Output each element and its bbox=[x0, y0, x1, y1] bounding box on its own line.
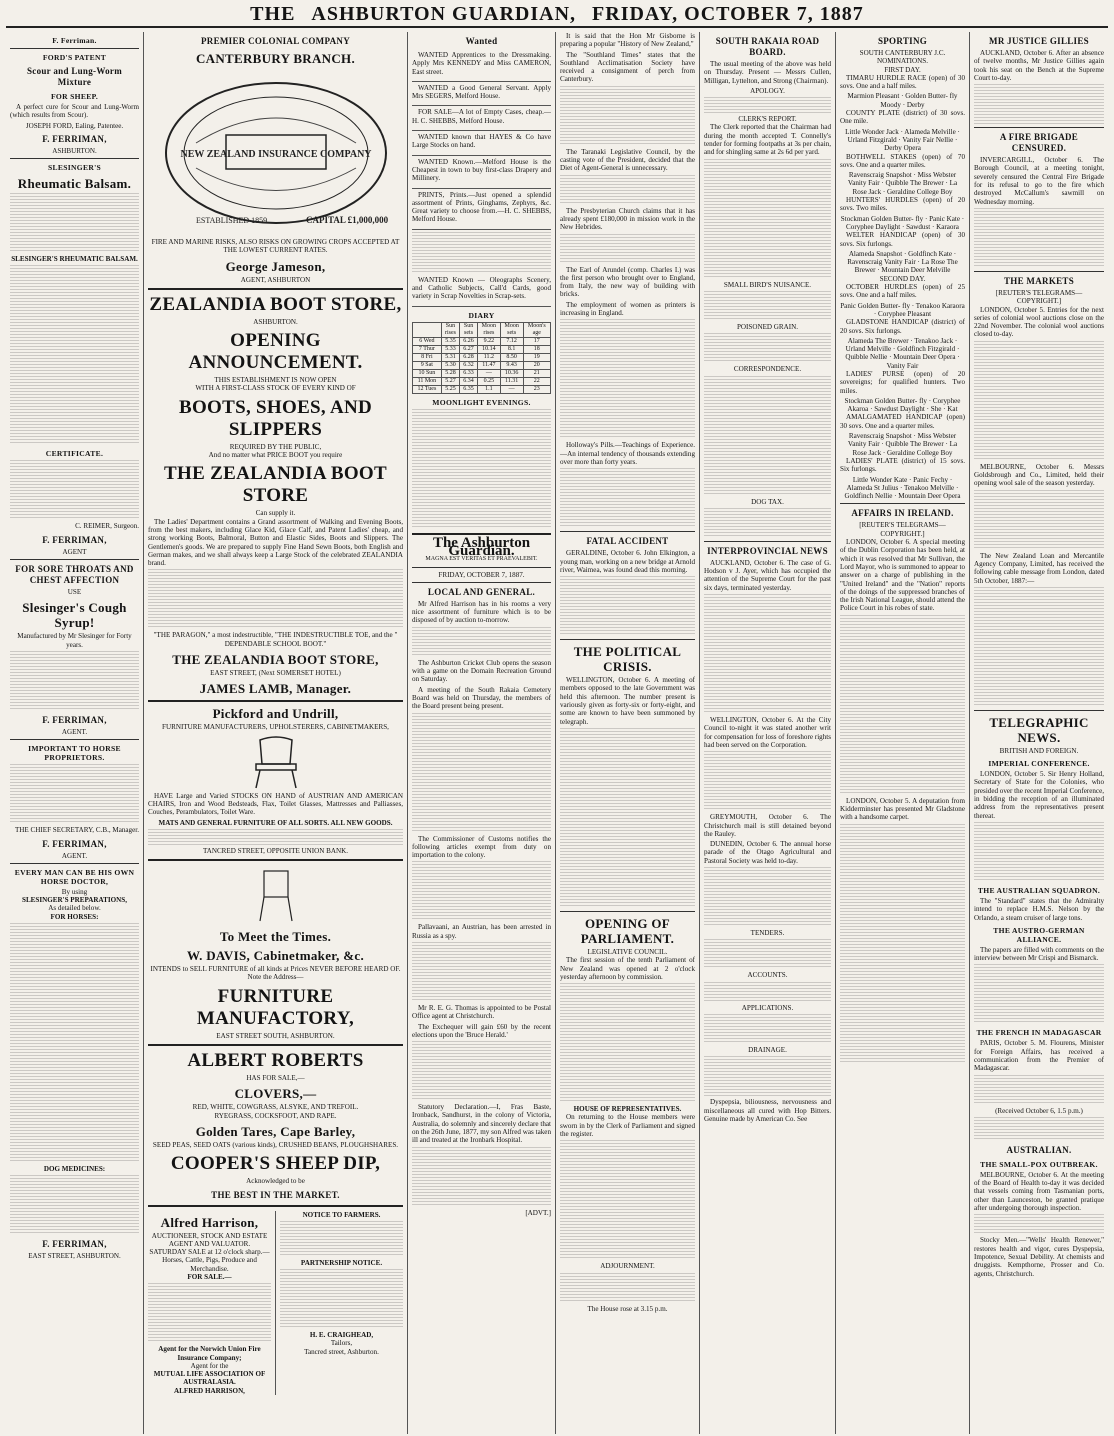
poisoned-grain: POISONED GRAIN. bbox=[736, 322, 799, 331]
col1-bottom: EAST STREET, ASHBURTON. bbox=[28, 1252, 121, 1261]
boots-heading: BOOTS, SHOES, AND SLIPPERS bbox=[178, 396, 373, 440]
rheumatic-text bbox=[10, 193, 139, 253]
southland-more bbox=[560, 86, 695, 146]
fire-body: INVERCARGILL, October 6. The Borough Council, at a meeting tonight, severely censured the Central Fire Brigade for its refusal to go to the fire which destroyed McCallum's sawmill on Wednesday morning. bbox=[974, 156, 1104, 206]
fire-marine: FIRE AND MARINE RISKS, ALSO RISKS ON GROWING CROPS ACCEPTED AT THE LOWEST CURRENT RATES. bbox=[151, 238, 400, 255]
col7-bottom: Stocky Men.—"Wells' Health Renewer," restores health and vigor, cures Dyspepsia, Impotence, Sexual Debility. At chemists and druggists. Kempthorne, Prosser and Co. agents, Christchurch. bbox=[974, 1236, 1104, 1278]
race-1-name: TIMARU HURDLE RACE (open) of 30 sovs. One and a half miles. bbox=[840, 73, 965, 91]
fatal-body: GERALDINE, October 6. John Elkington, a young man, working on a new bridge at Arnold river, Waimea, was found dead this morning. bbox=[560, 549, 695, 574]
tenders-text bbox=[704, 939, 831, 969]
madagascar-heading: THE FRENCH IN MADAGASCAR bbox=[976, 1028, 1102, 1038]
alfred-sign: ALFRED HARRISON, bbox=[174, 1386, 245, 1395]
race-9-name: AMALGAMATED HANDICAP (open) 30 sovs. One and a quarter miles. bbox=[840, 413, 965, 430]
body-5-more bbox=[560, 468, 695, 528]
race-3-name: BOTHWELL STAKES (open) of 70 sovs. One and a quarter miles. bbox=[840, 152, 965, 169]
wanted-ad-5 bbox=[412, 274, 551, 307]
body-4: The employment of women as printers is increasing in England. bbox=[560, 300, 695, 318]
correspondence-text bbox=[704, 376, 831, 496]
ford-address: JOSEPH FORD, Ealing, Patentee. bbox=[25, 121, 124, 130]
zealandia-body: The Ladies' Department contains a Grand assortment of Walking and Evening Boots, from the best makers, including Glace Kid, Glace Calf, and Patent Ladies' cheap, and strong working Boots, Balmoral, Button and Elastic Sides, Boots and Slippers. The Gentlemen's goods. We are prepared to supply Fine Hand Sewn Boots, both English and German makes, and we shall always keep a Large Stock of the celebrated ZEALANDIA brand. bbox=[148, 517, 403, 568]
local-8: Statutory Declaration.—I, Fras Baste, Ironback, Sandhurst, in the colony of Victoria, Australia, do solemnly and sincerely declare that on the 26th June, 1877, my son Alfred was taken ill and treated at the Ironbark Hospital. bbox=[412, 1103, 551, 1145]
zealandia-more-text bbox=[148, 569, 403, 629]
masthead-the: THE bbox=[250, 3, 296, 25]
ferriman-2: F. FERRIMAN, bbox=[42, 534, 107, 545]
race-1-horses: Marmion Pleasant · Golden Butter- fly Moody · Derby bbox=[847, 92, 958, 109]
house-close: The House rose at 3.15 p.m. bbox=[587, 1304, 668, 1313]
drainage: DRAINAGE. bbox=[748, 1045, 787, 1054]
furniture-manufactory: FURNITURE MANUFACTORY, bbox=[196, 985, 355, 1029]
ferriman-tag: F. Ferriman. bbox=[52, 36, 97, 45]
austro-heading: THE AUSTRO-GERMAN ALLIANCE. bbox=[993, 925, 1085, 944]
masthead bbox=[6, 2, 1108, 28]
dunedin: DUNEDIN, October 6. The annual horse parade of the Otago Agricultural and Pastoral Society was held to-day. bbox=[704, 840, 831, 865]
race-8 bbox=[840, 370, 965, 413]
alfred-harrison: Alfred Harrison, bbox=[160, 1214, 259, 1230]
interprovincial-heading: INTERPROVINCIAL NEWS bbox=[707, 545, 828, 556]
logo-text: NEW ZEALAND INSURANCE COMPANY bbox=[179, 149, 372, 160]
markets-more bbox=[974, 341, 1104, 461]
use-label: USE bbox=[67, 588, 82, 597]
first-day: FIRST DAY. bbox=[884, 65, 921, 74]
ferriman-3: F. FERRIMAN, bbox=[42, 714, 107, 725]
motto: MAGNA EST VERITAS ET PRAEVALEBIT. bbox=[425, 556, 538, 563]
local-5-more bbox=[412, 942, 551, 1002]
cough-sub: Manufactured by Mr Slesinger for Forty years. bbox=[17, 632, 132, 649]
imperial-heading: IMPERIAL CONFERENCE. bbox=[988, 759, 1090, 769]
saturday: SATURDAY SALE at 12 o'clock sharp.—Horses, Cattle, Pigs, Produce and Merchandise. bbox=[149, 1248, 270, 1273]
race-9 bbox=[840, 413, 965, 456]
local-3-more bbox=[412, 713, 551, 833]
race-9-horses: Ravenscraig Snapshot · Miss Webster Vanity Fair · Quibble The Brewer · La Rose Jack · Geraldine College Boy bbox=[847, 432, 958, 457]
preparations: SLESINGER'S PREPARATIONS, bbox=[22, 896, 127, 905]
rheumatic-caps: SLESINGER'S RHEUMATIC BALSAM. bbox=[11, 255, 138, 264]
pickford-body: HAVE Large and Varied STOCKS ON HAND of AUSTRIAN AND AMERICAN CHAIRS, Iron and Wood Bedsteads, Flax, Toilet Glasses, Mattresses and Palliasses, Couches, Perambulators, Toilet Ware. bbox=[148, 791, 403, 817]
logo-capital: CAPITAL £1,000,000 bbox=[305, 215, 388, 225]
local-5: Pallavaani, an Austrian, has been arrested in Russia as a spy. bbox=[412, 923, 551, 940]
notice-text bbox=[280, 1221, 403, 1257]
diary-heading: DIARY bbox=[468, 310, 495, 320]
bench-icon bbox=[256, 867, 296, 923]
slesinger-label: SLESINGER'S bbox=[47, 163, 102, 173]
scour-body: A perfect cure for Scour and Lung-Worm (which results from Scour). bbox=[10, 103, 139, 120]
squadron-body: The "Standard" states that the Admiralty intend to replace H.M.S. Nelson by the Orlando, a steam cruiser of large tons. bbox=[974, 896, 1104, 922]
george-jameson: George Jameson, bbox=[225, 258, 326, 274]
advt-tag: [ADVT.] bbox=[525, 1208, 551, 1217]
east-street-south: EAST STREET SOUTH, ASHBURTON. bbox=[216, 1031, 335, 1040]
telegraphic-heading: TELEGRAPHIC NEWS. bbox=[989, 714, 1089, 745]
bench-illustration bbox=[148, 865, 403, 925]
gillies-heading: MR JUSTICE GILLIES bbox=[989, 36, 1089, 46]
race-6-name: OCTOBER HURDLES (open) of 25 sovs. One and a half miles. bbox=[840, 283, 965, 300]
adjournment: ADJOURNMENT. bbox=[600, 1262, 655, 1271]
dog-medicines: DOG MEDICINES: bbox=[43, 1165, 106, 1174]
squadron-heading: THE AUSTRALIAN SQUADRON. bbox=[977, 885, 1101, 895]
local-6: Mr R. E. G. Thomas is appointed to be Postal Office agent at Christchurch. bbox=[412, 1003, 551, 1021]
birds-text bbox=[704, 291, 831, 321]
premier-colonial: PREMIER COLONIAL COMPANY bbox=[200, 36, 351, 46]
column-4 bbox=[556, 32, 700, 1434]
tancred-ad: Tancred street, Ashburton. bbox=[304, 1347, 379, 1356]
imperial-body: LONDON, October 5. Sir Henry Holland, Secretary of State for the Colonies, who presided over the recent Imperial Conference, in bidding the reception of an illuminated address from the representatives present thereat. bbox=[974, 770, 1104, 820]
race-3 bbox=[840, 153, 965, 196]
dog-text bbox=[10, 1175, 139, 1235]
with-stock: WITH A FIRST-CLASS STOCK OF EVERY KIND OF bbox=[195, 384, 356, 393]
greymouth: GREYMOUTH, October 6. The Christchurch mail is still detained beyond the Rauley. bbox=[704, 813, 831, 838]
wanted-1: WANTED Apprentices to the Dressmaking. Apply Mrs KENNEDY and Miss CAMERON, East street. bbox=[412, 51, 551, 76]
partnership-ad bbox=[276, 1211, 403, 1396]
alfred-for-sale: FOR SALE.— bbox=[187, 1272, 232, 1281]
race-4 bbox=[840, 196, 965, 231]
tailors: Tailors, bbox=[330, 1339, 353, 1348]
legislative-more bbox=[560, 983, 695, 1103]
prints-ad bbox=[412, 189, 551, 230]
smallpox-heading: THE SMALL-POX OUTBREAK. bbox=[980, 1159, 1098, 1169]
body-5: Holloway's Pills.—Teachings of Experience.—An internal tendency of thousands extending over more than forty years. bbox=[560, 441, 695, 466]
chair-icon bbox=[246, 734, 306, 790]
wanted-3: WANTED known that HAYES & Co have Large Stocks on hand. bbox=[412, 133, 551, 150]
fire-heading: A FIRE BRIGADE CENSURED. bbox=[999, 132, 1079, 154]
davis: W. DAVIS, Cabinetmaker, &c. bbox=[187, 948, 364, 964]
markets-heading: THE MARKETS bbox=[1003, 275, 1075, 286]
ferriman-4: F. FERRIMAN, bbox=[42, 838, 107, 849]
local-4-more bbox=[412, 861, 551, 921]
coopers-sheep-dip: COOPER'S SHEEP DIP, bbox=[170, 1153, 381, 1175]
local-4: The Commissioner of Customs notifies the following articles exempt from duty on importation to the colony. bbox=[412, 834, 551, 860]
fords-patent: FORD'S PATENT bbox=[42, 53, 107, 62]
fire-more bbox=[974, 208, 1104, 268]
british-foreign: BRITISH AND FOREIGN. bbox=[999, 746, 1079, 755]
rakaia-heading: SOUTH RAKAIA ROAD BOARD. bbox=[715, 36, 820, 57]
wanted-5: WANTED Known — Oleographs Scenery, and Catholic Subjects, Call'd Cards, good variety in Scrap Novelties in Scrap-sets. bbox=[412, 275, 551, 301]
agent-norwich: Agent for the Norwich Union Fire Insurance Company; bbox=[158, 1345, 261, 1362]
pickford-more-text bbox=[148, 829, 403, 845]
markets-3-more bbox=[974, 587, 1104, 707]
tenders: TENDERS. bbox=[750, 929, 785, 938]
clerks-report: CLERK'S REPORT. bbox=[738, 115, 797, 124]
scour-heading: Scour and Lung-Worm Mixture bbox=[26, 66, 123, 87]
the-zealandia-heading: THE ZEALANDIA BOOT STORE bbox=[164, 463, 387, 507]
received-note: (Received October 6, 1.5 p.m.) bbox=[995, 1106, 1083, 1115]
ryegrass: RYEGRASS, COCKSFOOT, AND RAPE. bbox=[214, 1111, 337, 1120]
markets-body-3: The New Zealand Loan and Mercantile Agency Company, Limited, has received the following cable message from London, dated 5th October, 1887:— bbox=[974, 551, 1104, 585]
london-2: LONDON, October 5. A deputation from Kidderminster has presented Mr Gladstone with a handsome carpet. bbox=[840, 796, 965, 822]
wellington: WELLINGTON, October 6. At the City Council to-night it was stated another writ for compensation for loss of foreshore rights had been served on the Corporation. bbox=[704, 716, 831, 749]
applications-text bbox=[704, 1014, 831, 1044]
partnership-heading: PARTNERSHIP NOTICE. bbox=[300, 1258, 383, 1267]
legislative-council: LEGISLATIVE COUNCIL. bbox=[587, 947, 668, 956]
race-1 bbox=[840, 74, 965, 109]
received-more bbox=[974, 1117, 1104, 1141]
race-10-name: LADIES' PLATE (district) of 15 sovs. Six furlongs. bbox=[840, 456, 965, 474]
zealandia-store: THE ZEALANDIA BOOT STORE, bbox=[172, 652, 379, 668]
body-2: The Presbyterian Church claims that it has already spent £180,000 in mission work in the New Hebrides. bbox=[560, 206, 695, 232]
madagascar-body: PARIS, October 5. M. Flourens, Minister for Foreign Affairs, has received a communication from the Premier of Madagascar. bbox=[974, 1039, 1104, 1073]
davis-intends: INTENDS to SELL FURNITURE of all kinds at Prices NEVER BEFORE HEARD OF. Note the Address— bbox=[150, 965, 401, 982]
markets-body-2: MELBOURNE, October 6. Messrs Goldsbrough and Co., Limited, held their opening wool sale of the season yesterday. bbox=[974, 462, 1104, 488]
race-8-name: LADIES' PURSE (open) of 20 sovereigns; for qualified hunters. Two miles. bbox=[840, 369, 965, 395]
race-7-name: GLADSTONE HANDICAP (district) of 20 sovs. Six furlongs. bbox=[840, 318, 965, 335]
local-8-more bbox=[412, 1147, 551, 1207]
race-8-horses: Stockman Golden Butter- fly · Coryphee Akaroa · Sawdust Daylight · She · Kat bbox=[844, 396, 961, 414]
local-1-more bbox=[412, 627, 551, 657]
no-matter: And no matter what PRICE BOOT you require bbox=[208, 451, 343, 460]
clovers: CLOVERS,— bbox=[234, 1086, 317, 1102]
for-sale-ad bbox=[412, 106, 551, 131]
zealandia-heading: ZEALANDIA BOOT STORE, bbox=[149, 293, 402, 315]
rakaia-2-more bbox=[704, 159, 831, 279]
body-3: The Earl of Arundel (comp. Charles I.) was the first person who brought over to England, from Italy, the new way of building with bricks. bbox=[560, 265, 695, 299]
cough-syrup-heading: Slesinger's Cough Syrup! bbox=[22, 600, 127, 631]
house-body: On returning to the House members were sworn in by the Clerk of Parliament and signed the register. bbox=[560, 1113, 695, 1138]
race-5-name: WELTER HANDICAP (open) of 30 sovs. Six furlongs. bbox=[840, 231, 965, 248]
golden-tares: Golden Tares, Cape Barley, bbox=[195, 1123, 356, 1139]
can-supply: Can supply it. bbox=[255, 509, 296, 518]
agent-3: AGENT. bbox=[61, 727, 88, 736]
gillies-more bbox=[974, 84, 1104, 124]
horse-heading: IMPORTANT TO HORSE PROPRIETORS. bbox=[28, 744, 121, 763]
established-now: THIS ESTABLISHMENT IS NOW OPEN bbox=[214, 376, 337, 385]
wellington-more bbox=[704, 751, 831, 811]
for-sheep: FOR SHEEP. bbox=[50, 92, 99, 101]
gillies-body: AUCKLAND, October 6. After an absence of twelve months, Mr Justice Gillies again took his seat on the Bench at the Supreme Court to-day. bbox=[974, 49, 1104, 82]
austro-more bbox=[974, 964, 1104, 1024]
jockey-club: SOUTH CANTERBURY J.C. NOMINATIONS. bbox=[859, 49, 946, 66]
mats: MATS AND GENERAL FURNITURE OF ALL SORTS. ALL NEW GOODS. bbox=[158, 818, 393, 827]
local-7-more bbox=[412, 1041, 551, 1101]
best-in-market: THE BEST IN THE MARKET. bbox=[211, 1189, 340, 1200]
race-10 bbox=[840, 457, 965, 500]
accounts: ACCOUNTS. bbox=[747, 971, 788, 980]
ireland-heading: AFFAIRS IN IRELAND. bbox=[851, 508, 954, 519]
alfred-ad bbox=[148, 1211, 276, 1396]
imperial-more bbox=[974, 822, 1104, 882]
paper-date: FRIDAY, OCTOBER 7, 1887. bbox=[438, 570, 525, 579]
partnership-text bbox=[280, 1269, 403, 1329]
column-2 bbox=[144, 32, 408, 1434]
race-2 bbox=[840, 109, 965, 152]
small-birds: SMALL BIRD'S NUISANCE. bbox=[723, 280, 812, 289]
for-horses: FOR HORSES: bbox=[50, 912, 99, 921]
race-7 bbox=[840, 318, 965, 370]
grain-text bbox=[704, 333, 831, 363]
wanted-2: WANTED a Good General Servant. Apply Mrs SEGERS, Melford House. bbox=[412, 83, 551, 101]
race-2-name: COUNTY PLATE (district) of 30 sovs. One mile. bbox=[840, 109, 965, 126]
wanted-more-text bbox=[412, 232, 551, 272]
markets-body: LONDON, October 5. Entries for the next series of colonial wool auctions close on the 22nd November. The colonial wool auctions closed to-day. bbox=[974, 305, 1104, 339]
moonlight-text bbox=[412, 409, 551, 529]
east-street: EAST STREET, (Next SOMERSET HOTEL) bbox=[210, 669, 341, 678]
opening-announcement: OPENING ANNOUNCEMENT. bbox=[188, 330, 363, 374]
fatal-heading: FATAL ACCIDENT bbox=[586, 536, 669, 547]
certificate-sign: C. REIMER, Surgeon. bbox=[75, 522, 139, 531]
local-1: Mr Alfred Harrison has in his rooms a very nice assortment of furniture which is to be disposed of by auction to-morrow. bbox=[412, 599, 551, 625]
race-7-horses: Alameda The Brewer · Tenakoo Jack · Urland Melville · Goldfinch Fitzgirald · Quibble Nellie · Mountain Deer Opera · Vanity Fair bbox=[845, 336, 960, 370]
masthead-title: ASHBURTON GUARDIAN, bbox=[311, 3, 577, 25]
race-5 bbox=[840, 231, 965, 274]
race-3-horses: Ravenscraig Snapshot · Miss Webster Vanity Fair · Quibble The Brewer · La Rose Jack · Geraldine College Boy bbox=[847, 171, 958, 196]
political-more bbox=[560, 728, 695, 908]
wanted-ad-4 bbox=[412, 156, 551, 189]
legislative-body: The first session of the tenth Parliament of New Zealand was opened at 2 o'clock yesterday afternoon by commission. bbox=[560, 956, 695, 981]
accounts-text bbox=[704, 982, 831, 1002]
clover-list: RED, WHITE, COWGRASS, ALSYKE, AND TREFOIL. bbox=[192, 1103, 359, 1112]
agent-4: AGENT. bbox=[61, 851, 88, 860]
body-1: The Taranaki Legislative Council, by the casting vote of the President, decided that the Diet of Agent-General is unnecessary. bbox=[560, 147, 695, 173]
smallpox-more bbox=[974, 1214, 1104, 1234]
acknowledged: Acknowledged to be bbox=[246, 1177, 305, 1186]
horse-remedies-text bbox=[10, 923, 139, 1163]
logo-established: ESTABLISHED 1859 bbox=[195, 216, 267, 225]
wanted-ad-2 bbox=[412, 82, 551, 107]
masthead-date: FRIDAY, OCTOBER 7, 1887 bbox=[592, 3, 864, 25]
dog-tax-text bbox=[704, 508, 831, 538]
columns bbox=[6, 32, 1108, 1434]
local-7: The Exchequer will gain £60 by the recent elections upon the 'Bruce Herald.' bbox=[412, 1022, 551, 1039]
moonlight: MOONLIGHT EVENINGS. bbox=[432, 397, 531, 407]
bottom-row bbox=[148, 1211, 403, 1396]
horse-text bbox=[10, 764, 139, 824]
column-7 bbox=[970, 32, 1108, 1434]
race-5-horses: Alameda Snapshot · Goldfinch Kate · Ravenscraig Vanity Fair · La Rose The Brewer · Mountain Deer Melville bbox=[847, 249, 958, 275]
london-2-more bbox=[840, 824, 965, 1064]
every-man-heading: EVERY MAN CAN BE HIS OWN HORSE DOCTOR, bbox=[14, 867, 135, 886]
political-heading: THE POLITICAL CRISIS. bbox=[573, 644, 682, 675]
local-3: A meeting of the South Rakaia Cemetery Board was held on Thursday, the members of the Board present being present. bbox=[412, 685, 551, 711]
markets-reuter: [REUTER'S TELEGRAMS—COPYRIGHT.] bbox=[995, 288, 1083, 306]
race-10-horses: Little Wonder Kate · Panic Fechy · Alameda St Julius · Tenakoo Melville · Goldfinch Nellie · Mountain Deer Opera bbox=[844, 475, 961, 501]
auckland-more bbox=[704, 594, 831, 714]
mutual-life: MUTUAL LIFE ASSOCIATION OF AUSTRALASIA. bbox=[153, 1370, 266, 1387]
horse-sign: THE CHIEF SECRETARY, C.B., Manager. bbox=[14, 826, 139, 835]
seed: SEED PEAS, SEED OATS (various kinds), CRUSHED BEANS, PLOUGHSHARES. bbox=[152, 1140, 399, 1149]
rheumatic-heading: Rheumatic Balsam. bbox=[17, 176, 132, 192]
tancred: TANCRED STREET, OPPOSITE UNION BANK. bbox=[202, 846, 349, 855]
alfred-sub: AUCTIONEER, STOCK AND ESTATE AGENT AND VALUATOR. bbox=[151, 1231, 268, 1248]
austro-body: The papers are filled with comments on the interview between Mr Crispi and Bismarck. bbox=[974, 945, 1104, 963]
apology-text bbox=[704, 97, 831, 113]
notice-farmers: NOTICE TO FARMERS. bbox=[302, 1210, 381, 1219]
chair-illustration bbox=[148, 732, 403, 792]
albert-roberts: ALBERT ROBERTS bbox=[187, 1050, 364, 1072]
body-2-more bbox=[560, 234, 695, 264]
rakaia-2: The Clerk reported that the Chairman had during the month accepted T. Connelly's tender for forming footpaths at 3s per chain, and for shingling same at 2s 6d per yard. bbox=[704, 123, 831, 157]
by-using: By using bbox=[61, 887, 88, 896]
agent-2: AGENT bbox=[62, 547, 87, 556]
race-6 bbox=[840, 283, 965, 318]
second-day: SECOND DAY. bbox=[879, 274, 926, 283]
body-4-more bbox=[560, 319, 695, 439]
house-more bbox=[560, 1140, 695, 1260]
wanted-ad-1 bbox=[412, 49, 551, 82]
wanted-4: WANTED Known.—Melford House is the Cheapest in town to buy first-class Drapery and Millinery. bbox=[412, 157, 551, 183]
race-6-horses: Panic Golden Butter- fly · Tenakoo Karaora · Coryphee Pleasant bbox=[840, 301, 965, 318]
certificate-text bbox=[10, 460, 139, 520]
george-sub: AGENT, ASHBURTON bbox=[240, 275, 311, 284]
james-lamb: JAMES LAMB, Manager. bbox=[199, 681, 352, 697]
ireland-copyright: [REUTER'S TELEGRAMS—COPYRIGHT.] bbox=[859, 521, 946, 538]
for-sale-1: FOR SALE—A lot of Empty Cases, cheap.—H. C. SHEBBS, Melford House. bbox=[412, 108, 551, 125]
intro: It is said that the Hon Mr Gisborne is preparing a popular "History of New Zealand," bbox=[560, 32, 695, 49]
apology: APOLOGY. bbox=[750, 86, 785, 95]
cough-text bbox=[10, 651, 139, 711]
dyspepsia: Dyspepsia, biliousness, nervousness and miscellaneous all cured with Hop Bitters. Genuine made by American Co. See bbox=[704, 1098, 831, 1123]
insurance-logo bbox=[148, 68, 403, 238]
applications: APPLICATIONS. bbox=[741, 1003, 794, 1012]
auckland: AUCKLAND, October 6. The case of G. Hodson v J. Ayer, which has occupied the attention of the Supreme Court for the past six days, terminated yesterday. bbox=[704, 558, 831, 592]
body-1-more bbox=[560, 175, 695, 205]
required: REQUIRED BY THE PUBLIC, bbox=[229, 442, 322, 451]
ireland-body: LONDON, October 6. A special meeting of the Dublin Corporation has been held, at which it was resolved that Mr Sullivan, the Lord Mayor, who is summoned to appear to answer on a charge of publishing in the "United Ireland" and the "Nation" reports of the doings of the suppressed branches of the Irish National League, should attend the Police Court in his robes of state. bbox=[840, 538, 965, 613]
race-2-horses: Little Wonder Jack · Alameda Melville · Urland Fitzgirald · Vanity Fair Nellie · Derby Opera bbox=[845, 127, 960, 153]
race-4-horses: Stockman Golden Butter- fly · Panic Kate · Coryphee Daylight · Sawdust · Karaora bbox=[840, 214, 965, 231]
ferriman-5: F. FERRIMAN, bbox=[42, 1239, 107, 1250]
local-2: The Ashburton Cricket Club opens the season with a game on the Domain Recreation Ground on Saturday. bbox=[412, 658, 551, 684]
smallpox-body: MELBOURNE, October 6. At the meeting of the Board of Health to-day it was decided that vessels coming from Tasmanian ports, other than Launceston, be granted pratique after undergoing thorough inspection. bbox=[974, 1170, 1104, 1213]
furniture-manufacturers: FURNITURE MANUFACTURERS, UPHOLSTERERS, CABINETMAKERS, bbox=[162, 723, 389, 732]
southland: The "Southland Times" states that the Southland Acclimatisation Society have received a consignment of perch from Canterbury. bbox=[560, 50, 695, 84]
ashburton-1: ASHBURTON. bbox=[52, 146, 97, 155]
zealandia-ashburton: ASHBURTON. bbox=[253, 317, 298, 326]
rakaia-1: The usual meeting of the above was held on Thursday. Present — Messrs Cullen, Milligan, Lyttelton, and Strong (Chairman). bbox=[704, 60, 831, 85]
sore-throat-heading: FOR SORE THROATS AND CHEST AFFECTION bbox=[15, 564, 134, 586]
rheumatic-testimonial-text bbox=[10, 265, 139, 445]
prints: PRINTS, Prints.—Just opened a splendid assortment of Prints, Ginghams, Zephyrs, &c. Great variety to choose from.—H. C. SHEBBS, Melford House. bbox=[412, 190, 551, 224]
pickford-heading: Pickford and Undrill, bbox=[212, 706, 339, 722]
sporting-heading: SPORTING bbox=[877, 36, 928, 46]
has-for-sale: HAS FOR SALE,— bbox=[246, 1074, 305, 1083]
dunedin-more bbox=[704, 867, 831, 927]
dog-tax: DOG TAX. bbox=[751, 497, 784, 506]
opening-parliament: OPENING OF PARLIAMENT. bbox=[580, 915, 675, 946]
column-5 bbox=[700, 32, 836, 1434]
ireland-more bbox=[840, 615, 965, 795]
diary-table: Sun rises Sun sets Moon rises Moon sets Moon's age 6 Wed 5.35 6.26 9.22 7.12 17 7 Thur 5.33 6.27 10.14 8.1 18 8 Fri 5.31 6.28 11.2 8.50 19 9 Sat 5.30 6.32 11.47 9.43 20 10 Sun 5.28 6.33 — 10.36 21 11 Mon 5.27 6.34 0.25 11.31 22 12 Tues 5.25 6.35 1.1 — 23 bbox=[412, 322, 551, 394]
ferriman-1: F. FERRIMAN, bbox=[42, 133, 107, 144]
craighead-sign: H. E. CRAIGHEAD, bbox=[309, 1331, 374, 1340]
column-3 bbox=[408, 32, 556, 1434]
political-body: WELLINGTON, October 6. A meeting of members opposed to the late Government was held this afternoon. The number present is variously given as forty-six or forty-eight, and some are known to have been summoned by telegraph. bbox=[560, 676, 695, 726]
wanted-heading: Wanted bbox=[465, 36, 498, 46]
as-detailed: As detailed below. bbox=[48, 904, 101, 913]
nameplate: The Ashburton Guardian. bbox=[432, 534, 531, 559]
canterbury-branch: CANTERBURY BRANCH. bbox=[195, 51, 356, 66]
race-4-name: HUNTERS' HURDLES (open) of 20 sovs. Two miles. bbox=[840, 196, 965, 213]
fatal-more bbox=[560, 576, 695, 636]
madagascar-more bbox=[974, 1075, 1104, 1105]
column-6 bbox=[836, 32, 970, 1434]
local-heading: LOCAL AND GENERAL. bbox=[427, 586, 536, 597]
paragon: "THE PARAGON," a most indestructible, "THE INDESTRUCTIBLE TOE, and the " DEPENDABLE SCHOOL BOOT." bbox=[153, 631, 398, 648]
meet-times: To Meet the Times. bbox=[219, 929, 332, 945]
alfred-text bbox=[148, 1283, 271, 1343]
correspondence: CORRESPONDENCE. bbox=[733, 365, 802, 374]
markets-2-more bbox=[974, 490, 1104, 550]
australian-heading: AUSTRALIAN. bbox=[1006, 1144, 1072, 1155]
house-heading: HOUSE OF REPRESENTATIVES. bbox=[573, 1105, 682, 1114]
certificate-heading: CERTIFICATE. bbox=[45, 449, 104, 459]
insurance-seal-icon bbox=[156, 73, 396, 233]
drainage-text bbox=[704, 1056, 831, 1096]
adjournment-text bbox=[560, 1273, 695, 1303]
column-1 bbox=[6, 32, 144, 1434]
wanted-ad-3 bbox=[412, 131, 551, 156]
agent-for: Agent for the bbox=[190, 1361, 229, 1370]
